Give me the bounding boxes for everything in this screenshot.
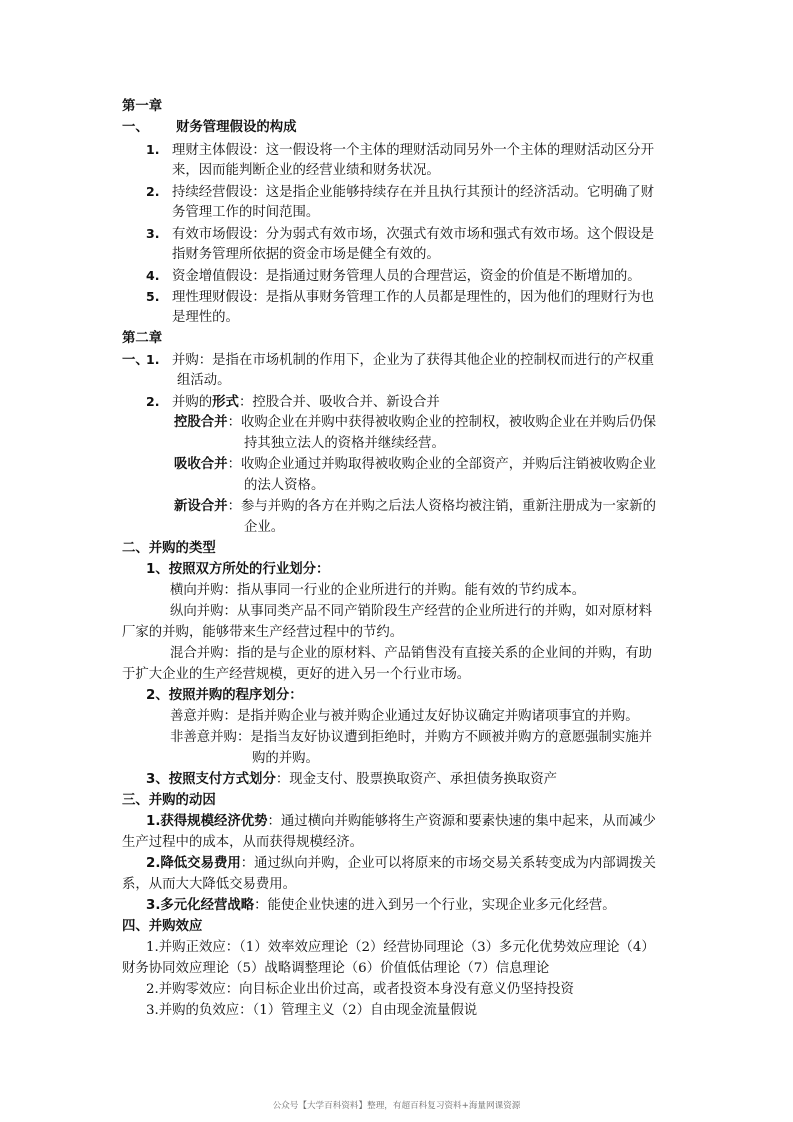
paragraph-line: 生产过程中的成本，从而获得规模经济。 [122,835,364,850]
paragraph-line: 1.并购正效应：（1）效率效应理论（2）经营协同理论（3）多元化优势效应理论（4） [146,940,655,955]
merger-form-continuation: 企业。 [244,520,285,535]
list-item: 5. 理性理财假设：是指从事财务管理工作的人员都是理性的，因为他们的理财行为也 [146,289,655,305]
subsection-heading: 1、按照双方所处的行业划分： [146,562,330,577]
merger-form-continuation: 的法人资格。 [244,478,325,493]
paragraph-line: 非善意并购：是指当友好协议遭到拒绝时，并购方不顾被并购方的意愿强制实施并 [170,730,653,745]
paragraph-line: 购的并购。 [252,751,319,766]
merger-form: 新设合并：参与并购的各方在并购之后法人资格均被注销，重新注册成为一家新的 [174,499,657,514]
paragraph-line: 善意并购：是指并购企业与被并购企业通过友好协议确定并购诸项事宜的并购。 [170,709,639,724]
merger-form: 控股合并：收购企业在并购中获得被收购企业的控制权，被收购企业在并购后仍保 [174,415,657,430]
list-item: 2. 持续经营假设：这是指企业能够持续存在并且执行其预计的经济活动。它明确了财 [146,184,655,200]
paragraph-line: 1.获得规模经济优势：通过横向并购能够将生产资源和要素快速的集中起来，从而减少 [146,814,656,829]
subsection-heading: 2、按照并购的程序划分： [146,688,303,703]
list-item-continuation: 指财务管理所依据的资金市场是健全有效的。 [172,247,440,262]
list-item-continuation: 务管理工作的时间范围。 [172,205,320,220]
paragraph-line: 混合并购：指的是与企业的原材料、产品销售没有直接关系的企业间的并购，有助 [170,646,653,661]
section-heading: 三、并购的动因 [122,793,216,808]
chapter2-heading: 第二章 [122,331,163,346]
section-heading: 四、并购效应 [122,919,203,934]
section-title: 财务管理假设的构成 [176,120,297,135]
paragraph-line: 纵向并购：从事同类产品不同产销阶段生产经营的企业所进行的并购，如对原材料 [170,604,653,619]
chapter1-heading: 第一章 [122,99,163,114]
paragraph-line: 财务协同效应理论（5）战略调整理论（6）价值低估理论（7）信息理论 [122,961,550,976]
merger-form: 吸收合并：收购企业通过并购取得被收购企业的全部资产，并购后注销被收购企业 [174,457,657,472]
paragraph-line: 3.多元化经营战略：能使企业快速的进入到另一个行业，实现企业多元化经营。 [146,898,616,913]
merger-form-continuation: 持其独立法人的资格并继续经营。 [244,436,445,451]
section-number: 一、 [122,120,149,135]
paragraph-line: 3.并购的负效应：（1）管理主义（2）自由现金流量假说 [146,1003,478,1018]
list-item: 2. 并购的形式：控股合并、吸收合并、新设合并 [146,394,440,410]
paragraph-line: 厂家的并购，能够带来生产经营过程中的节约。 [122,625,404,640]
list-item-continuation: 是理性的。 [172,310,239,325]
list-item: 4. 资金增值假设：是指通过财务管理人员的合理营运，资金的价值是不断增加的。 [146,268,641,284]
page-footer-watermark: 公众号【大学百科资料】整理，有超百科复习资料+海量网课资源 [272,1101,521,1111]
list-item-continuation: 来，因而能判断企业的经营业绩和财务状况。 [172,163,440,178]
list-item: 1. 理财主体假设：这一假设将一个主体的理财活动同另外一个主体的理财活动区分开 [146,142,655,158]
paragraph-line: 2.降低交易费用：通过纵向并购，企业可以将原来的市场交易关系转变成为内部调拨关 [146,856,656,871]
paragraph-line: 系，从而大大降低交易费用。 [122,877,297,892]
subsection-heading: 3、按照支付方式划分：现金支付、股票换取资产、承担债务换取资产 [146,772,558,787]
list-item: 一、1. 并购：是指在市场机制的作用下，企业为了获得其他企业的控制权而进行的产权重 [122,352,655,368]
paragraph-line: 横向并购：指从事同一行业的企业所进行的并购。能有效的节约成本。 [170,583,586,598]
paragraph-line: 于扩大企业的生产经营规模，更好的进入另一个行业市场。 [122,667,471,682]
list-item: 3. 有效市场假设：分为弱式有效市场，次强式有效市场和强式有效市场。这个假设是 [146,226,655,242]
paragraph-line: 2.并购零效应：向目标企业出价过高，或者投资本身没有意义仍坚持投资 [146,982,574,997]
list-item-continuation: 组活动。 [177,373,231,388]
section-heading: 二、并购的类型 [122,541,216,556]
